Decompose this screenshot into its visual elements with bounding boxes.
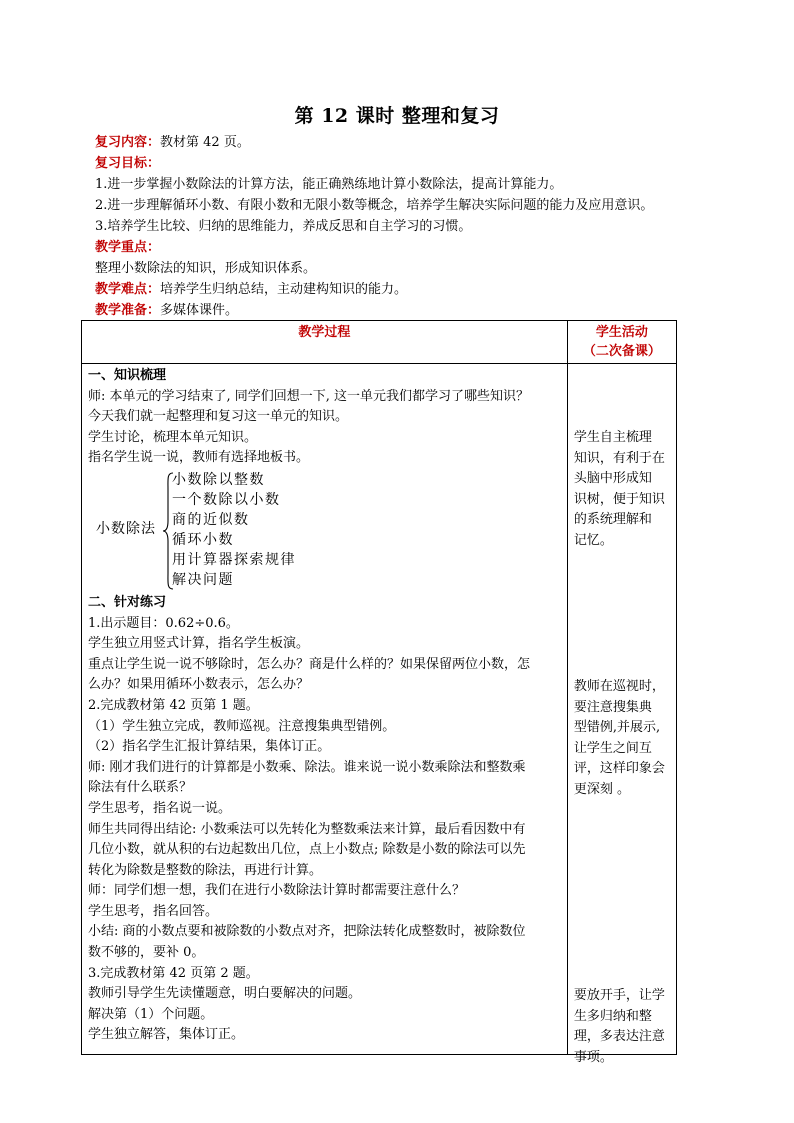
difficulty-value: 培养学生归纳总结，主动建构知识的能力。 (160, 282, 408, 297)
section2-line: 学生思考，指名回答。 (88, 903, 219, 919)
section2-line: 小结: 商的小数点要和被除数的小数点对齐，把除法转化成整数时，被除数位 (88, 924, 526, 940)
section2-line: （1）学生独立完成，教师巡视。注意搜集典型错例。 (88, 718, 396, 734)
header-teaching-process: 教学过程 (82, 321, 568, 364)
section2-line: 2.完成教材第 42 页第 1 题。 (88, 697, 259, 713)
review-content-label: 复习内容： (95, 135, 161, 150)
header-right-line2: （二次备课） (582, 344, 661, 359)
brace-item: 一个数除以小数 (172, 491, 281, 508)
section1-line: 学生讨论，梳理本单元知识。 (88, 429, 258, 445)
activity-note-3 (574, 986, 665, 1068)
section2-title: 二、针对练习 (88, 594, 167, 610)
section2-line: 几位小数，就从积的右边起数出几位，点上小数点; 除数是小数的除法可以先 (88, 842, 526, 858)
note-line: 让学生之间互 (573, 740, 652, 756)
section2-line: 师生共同得出结论: 小数乘法可以先转化为整数乘法来计算，最后看因数中有 (88, 821, 526, 837)
brace-item: 用计算器探索规律 (172, 551, 296, 568)
note-line: 头脑中形成知 (573, 471, 652, 487)
goal-3: 3.培养学生比较、归纳的思维能力，养成反思和自主学习的习惯。 (95, 219, 472, 234)
note-line: 更深刻 。 (573, 781, 630, 797)
section1-line: 师: 本单元的学习结束了, 同学们回想一下, 这一单元我们都学习了哪些知识？ (88, 388, 530, 404)
difficulty-line (95, 280, 715, 300)
section1-line: 今天我们就一起整理和复习这一单元的知识。 (88, 409, 349, 425)
section2-line: （2）指名学生汇报计算结果，集体订正。 (88, 739, 331, 755)
teaching-process-cell (82, 364, 568, 1055)
section2-line: 1.出示题目：0.62÷0.6。 (88, 615, 239, 631)
page-title: 第 12 课时 整理和复习 (294, 105, 500, 127)
key-label: 教学重点： (95, 240, 161, 255)
section2-line: 3.完成教材第 42 页第 2 题。 (88, 965, 259, 981)
section2-line: 教师引导学生先读懂题意，明白要解决的问题。 (88, 986, 362, 1002)
section2-line: 学生独立用竖式计算，指名学生板演。 (88, 636, 310, 652)
section1-title: 一、知识梳理 (88, 368, 167, 383)
note-line: 型错例,并展示, (573, 720, 661, 736)
note-line: 事项。 (573, 1049, 613, 1065)
prep-line (95, 301, 715, 321)
brace-item: 商的近似数 (172, 511, 250, 528)
section2-line: 学生独立解答，集体订正。 (88, 1027, 245, 1043)
brace-items (172, 470, 296, 590)
prep-value: 多媒体课件。 (160, 303, 239, 318)
knowledge-brace-diagram (88, 471, 563, 591)
note-line: 要注意搜集典 (573, 699, 652, 715)
section2-line: 重点让学生说一说不够除时，怎么办？商是什么样的？如果保留两位小数，怎 (88, 656, 531, 672)
section2-line: 学生思考，指名说一说。 (88, 800, 232, 816)
note-line: 的系统理解和 (573, 512, 652, 528)
goals-label: 复习目标： (95, 156, 161, 171)
note-line: 知识，有利于在 (573, 450, 665, 466)
brace-item: 解决问题 (172, 571, 234, 588)
prep-label: 教学准备： (95, 303, 161, 318)
goal-1: 1.进一步掌握小数除法的计算方法，能正确熟练地计算小数除法，提高计算能力。 (95, 177, 563, 192)
key-label-line (95, 238, 715, 258)
review-content-line (95, 133, 715, 153)
note-line: 理，多表达注意 (573, 1029, 665, 1045)
goal-2: 2.进一步理解循环小数、有限小数和无限小数等概念，培养学生解决实际问题的能力及应用意识。 (95, 198, 654, 213)
table-header-row (82, 321, 677, 364)
difficulty-label: 教学难点： (95, 282, 161, 297)
note-line: 识树，便于知识 (573, 491, 665, 507)
brace-item: 小数除以整数 (172, 471, 265, 488)
section1-line: 指名学生说一说，教师有选择地板书。 (88, 450, 310, 466)
activity-note-1 (574, 428, 665, 552)
section2-line: 数不够的，要补 0。 (88, 945, 205, 961)
review-content-value: 教材第 42 页。 (160, 135, 250, 150)
brace-label: 小数除法 (96, 520, 156, 537)
key-value: 整理小数除法的知识，形成知识体系。 (95, 261, 317, 276)
header-right-line1: 学生活动 (595, 325, 648, 340)
student-activity-cell (567, 364, 676, 1065)
note-line: 学生自主梳理 (573, 430, 652, 445)
goals-label-line (95, 154, 715, 174)
section2-line: 师: 刚才我们进行的计算都是小数乘、除法。谁来说一说小数乘除法和整数乘 (88, 759, 526, 775)
note-line: 教师在巡视时， (573, 679, 665, 694)
note-line: 评，这样印象会 (573, 761, 665, 777)
header-student-activity (567, 321, 676, 364)
section2-line: 除法有什么联系？ (88, 780, 193, 796)
section2-line: 师：同学们想一想，我们在进行小数除法计算时都需要注意什么？ (88, 883, 466, 899)
brace-item: 循环小数 (172, 531, 234, 548)
lesson-table (81, 320, 677, 1065)
activity-note-2 (574, 677, 665, 801)
section2-line: 转化为除数是整数的除法，再进行计算。 (88, 862, 323, 878)
section2-line: 么办？如果用循环小数表示，怎么办？ (88, 677, 310, 693)
note-line: 生多归纳和整 (573, 1008, 652, 1024)
note-line: 要放开手，让学 (573, 988, 665, 1003)
note-line: 记忆。 (573, 532, 613, 548)
section2-line: 解决第（1）个问题。 (88, 1006, 214, 1022)
table-body-row (82, 364, 677, 1055)
